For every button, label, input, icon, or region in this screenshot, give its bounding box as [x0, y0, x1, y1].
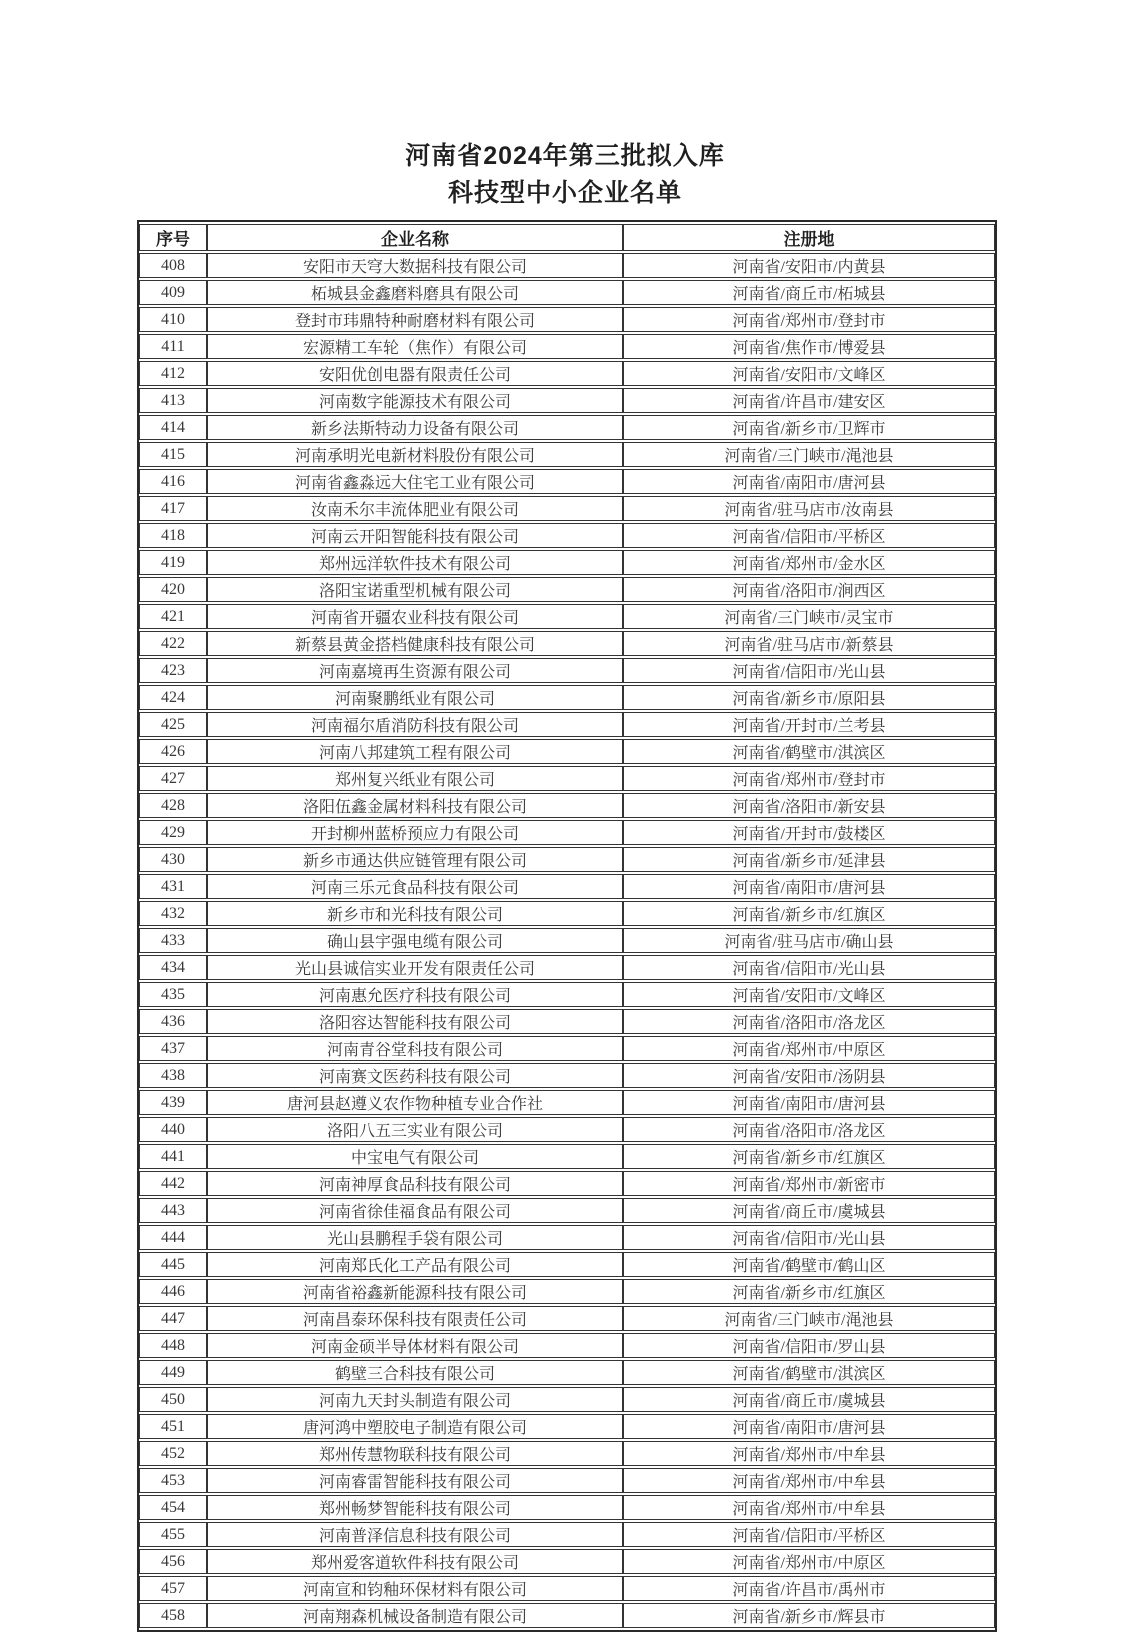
cell-serial-number: 454 — [139, 1495, 207, 1520]
cell-serial-number: 427 — [139, 766, 207, 791]
cell-serial-number: 447 — [139, 1306, 207, 1331]
cell-registration-place: 河南省/鹤壁市/淇滨区 — [623, 739, 995, 764]
cell-serial-number: 456 — [139, 1549, 207, 1574]
cell-registration-place: 河南省/三门峡市/渑池县 — [623, 1306, 995, 1331]
table-row — [139, 1090, 995, 1115]
cell-company-name: 河南嘉境再生资源有限公司 — [207, 658, 623, 683]
cell-serial-number: 415 — [139, 442, 207, 467]
cell-serial-number: 414 — [139, 415, 207, 440]
cell-serial-number: 435 — [139, 982, 207, 1007]
cell-serial-number: 436 — [139, 1009, 207, 1034]
cell-registration-place: 河南省/郑州市/中原区 — [623, 1549, 995, 1574]
table-row — [139, 820, 995, 845]
header-serial-number: 序号 — [139, 224, 207, 251]
cell-company-name: 新蔡县黄金搭档健康科技有限公司 — [207, 631, 623, 656]
cell-company-name: 安阳市天穹大数据科技有限公司 — [207, 253, 623, 278]
cell-company-name: 洛阳容达智能科技有限公司 — [207, 1009, 623, 1034]
table-row — [139, 1198, 995, 1223]
cell-serial-number: 431 — [139, 874, 207, 899]
cell-registration-place: 河南省/新乡市/红旗区 — [623, 901, 995, 926]
table-row — [139, 361, 995, 386]
cell-registration-place: 河南省/洛阳市/洛龙区 — [623, 1009, 995, 1034]
cell-registration-place: 河南省/新乡市/红旗区 — [623, 1279, 995, 1304]
cell-serial-number: 413 — [139, 388, 207, 413]
cell-company-name: 光山县鹏程手袋有限公司 — [207, 1225, 623, 1250]
cell-company-name: 唐河鸿中塑胶电子制造有限公司 — [207, 1414, 623, 1439]
cell-registration-place: 河南省/洛阳市/涧西区 — [623, 577, 995, 602]
cell-registration-place: 河南省/三门峡市/渑池县 — [623, 442, 995, 467]
table-row — [139, 496, 995, 521]
cell-registration-place: 河南省/郑州市/金水区 — [623, 550, 995, 575]
header-registration-place: 注册地 — [623, 224, 995, 251]
table-row — [139, 1252, 995, 1277]
cell-company-name: 河南宣和钧釉环保材料有限公司 — [207, 1576, 623, 1601]
cell-registration-place: 河南省/三门峡市/灵宝市 — [623, 604, 995, 629]
cell-registration-place: 河南省/郑州市/登封市 — [623, 766, 995, 791]
cell-registration-place: 河南省/郑州市/中牟县 — [623, 1495, 995, 1520]
cell-company-name: 河南省鑫淼远大住宅工业有限公司 — [207, 469, 623, 494]
cell-serial-number: 425 — [139, 712, 207, 737]
cell-registration-place: 河南省/南阳市/唐河县 — [623, 1414, 995, 1439]
cell-company-name: 新乡市通达供应链管理有限公司 — [207, 847, 623, 872]
cell-serial-number: 428 — [139, 793, 207, 818]
cell-registration-place: 河南省/鹤壁市/鹤山区 — [623, 1252, 995, 1277]
cell-registration-place: 河南省/商丘市/柘城县 — [623, 280, 995, 305]
cell-serial-number: 455 — [139, 1522, 207, 1547]
cell-serial-number: 409 — [139, 280, 207, 305]
cell-company-name: 河南翔森机械设备制造有限公司 — [207, 1603, 623, 1628]
header-company-name: 企业名称 — [207, 224, 623, 251]
cell-serial-number: 429 — [139, 820, 207, 845]
table-row — [139, 1063, 995, 1088]
table-row — [139, 550, 995, 575]
cell-registration-place: 河南省/鹤壁市/淇滨区 — [623, 1360, 995, 1385]
cell-serial-number: 443 — [139, 1198, 207, 1223]
cell-registration-place: 河南省/新乡市/延津县 — [623, 847, 995, 872]
cell-registration-place: 河南省/信阳市/平桥区 — [623, 1522, 995, 1547]
cell-registration-place: 河南省/新乡市/卫辉市 — [623, 415, 995, 440]
cell-company-name: 河南省徐佳福食品有限公司 — [207, 1198, 623, 1223]
cell-serial-number: 434 — [139, 955, 207, 980]
cell-registration-place: 河南省/信阳市/平桥区 — [623, 523, 995, 548]
table-row — [139, 631, 995, 656]
cell-registration-place: 河南省/郑州市/中牟县 — [623, 1468, 995, 1493]
cell-serial-number: 419 — [139, 550, 207, 575]
cell-registration-place: 河南省/安阳市/内黄县 — [623, 253, 995, 278]
cell-registration-place: 河南省/洛阳市/洛龙区 — [623, 1117, 995, 1142]
cell-company-name: 河南惠允医疗科技有限公司 — [207, 982, 623, 1007]
cell-company-name: 河南神厚食品科技有限公司 — [207, 1171, 623, 1196]
table-row — [139, 1306, 995, 1331]
cell-company-name: 登封市玮鼎特种耐磨材料有限公司 — [207, 307, 623, 332]
document-title-line2: 科技型中小企业名单 — [447, 179, 682, 207]
cell-company-name: 河南数字能源技术有限公司 — [207, 388, 623, 413]
cell-serial-number: 422 — [139, 631, 207, 656]
table-row — [139, 523, 995, 548]
cell-company-name: 河南金硕半导体材料有限公司 — [207, 1333, 623, 1358]
cell-serial-number: 432 — [139, 901, 207, 926]
table-row — [139, 1333, 995, 1358]
cell-serial-number: 424 — [139, 685, 207, 710]
table-row — [139, 1009, 995, 1034]
table-row — [139, 955, 995, 980]
cell-company-name: 光山县诚信实业开发有限责任公司 — [207, 955, 623, 980]
cell-serial-number: 437 — [139, 1036, 207, 1061]
cell-company-name: 郑州畅梦智能科技有限公司 — [207, 1495, 623, 1520]
cell-registration-place: 河南省/安阳市/文峰区 — [623, 361, 995, 386]
cell-company-name: 河南睿雷智能科技有限公司 — [207, 1468, 623, 1493]
table-row — [139, 1144, 995, 1169]
cell-serial-number: 426 — [139, 739, 207, 764]
cell-registration-place: 河南省/焦作市/博爱县 — [623, 334, 995, 359]
cell-serial-number: 453 — [139, 1468, 207, 1493]
cell-serial-number: 438 — [139, 1063, 207, 1088]
table-row — [139, 1495, 995, 1520]
cell-serial-number: 450 — [139, 1387, 207, 1412]
cell-serial-number: 420 — [139, 577, 207, 602]
cell-registration-place: 河南省/新乡市/红旗区 — [623, 1144, 995, 1169]
cell-serial-number: 418 — [139, 523, 207, 548]
cell-company-name: 河南青谷堂科技有限公司 — [207, 1036, 623, 1061]
cell-company-name: 河南九天封头制造有限公司 — [207, 1387, 623, 1412]
cell-registration-place: 河南省/开封市/兰考县 — [623, 712, 995, 737]
cell-company-name: 郑州爱客道软件科技有限公司 — [207, 1549, 623, 1574]
document-title — [137, 0, 993, 212]
cell-company-name: 宏源精工车轮（焦作）有限公司 — [207, 334, 623, 359]
cell-registration-place: 河南省/驻马店市/新蔡县 — [623, 631, 995, 656]
table-row — [139, 334, 995, 359]
cell-company-name: 河南福尔盾消防科技有限公司 — [207, 712, 623, 737]
cell-company-name: 河南三乐元食品科技有限公司 — [207, 874, 623, 899]
cell-serial-number: 417 — [139, 496, 207, 521]
table-row — [139, 604, 995, 629]
cell-serial-number: 440 — [139, 1117, 207, 1142]
table-row — [139, 1576, 995, 1601]
cell-serial-number: 444 — [139, 1225, 207, 1250]
cell-company-name: 郑州远洋软件技术有限公司 — [207, 550, 623, 575]
cell-serial-number: 452 — [139, 1441, 207, 1466]
cell-company-name: 汝南禾尔丰流体肥业有限公司 — [207, 496, 623, 521]
table-row — [139, 1522, 995, 1547]
cell-registration-place: 河南省/许昌市/禹州市 — [623, 1576, 995, 1601]
table-row — [139, 469, 995, 494]
cell-registration-place: 河南省/信阳市/光山县 — [623, 1225, 995, 1250]
cell-serial-number: 411 — [139, 334, 207, 359]
cell-registration-place: 河南省/安阳市/文峰区 — [623, 982, 995, 1007]
table-row — [139, 901, 995, 926]
table-row — [139, 1441, 995, 1466]
table-row — [139, 1387, 995, 1412]
cell-company-name: 新乡市和光科技有限公司 — [207, 901, 623, 926]
table-row — [139, 982, 995, 1007]
cell-serial-number: 433 — [139, 928, 207, 953]
cell-registration-place: 河南省/安阳市/汤阴县 — [623, 1063, 995, 1088]
cell-registration-place: 河南省/开封市/鼓楼区 — [623, 820, 995, 845]
cell-serial-number: 457 — [139, 1576, 207, 1601]
cell-company-name: 河南昌泰环保科技有限责任公司 — [207, 1306, 623, 1331]
cell-company-name: 河南赛文医药科技有限公司 — [207, 1063, 623, 1088]
cell-registration-place: 河南省/信阳市/光山县 — [623, 658, 995, 683]
table-row — [139, 928, 995, 953]
cell-company-name: 河南郑氏化工产品有限公司 — [207, 1252, 623, 1277]
cell-company-name: 河南承明光电新材料股份有限公司 — [207, 442, 623, 467]
cell-serial-number: 441 — [139, 1144, 207, 1169]
cell-company-name: 唐河县赵遵义农作物种植专业合作社 — [207, 1090, 623, 1115]
table-row — [139, 1549, 995, 1574]
cell-serial-number: 412 — [139, 361, 207, 386]
cell-serial-number: 408 — [139, 253, 207, 278]
cell-registration-place: 河南省/商丘市/虞城县 — [623, 1387, 995, 1412]
table-row — [139, 415, 995, 440]
cell-registration-place: 河南省/南阳市/唐河县 — [623, 469, 995, 494]
table-row — [139, 1225, 995, 1250]
table-row — [139, 1171, 995, 1196]
cell-registration-place: 河南省/洛阳市/新安县 — [623, 793, 995, 818]
document-title-line1: 河南省2024年第三批拟入库 — [405, 142, 725, 170]
cell-serial-number: 458 — [139, 1603, 207, 1628]
cell-serial-number: 421 — [139, 604, 207, 629]
cell-registration-place: 河南省/信阳市/罗山县 — [623, 1333, 995, 1358]
cell-company-name: 河南云开阳智能科技有限公司 — [207, 523, 623, 548]
cell-company-name: 河南普泽信息科技有限公司 — [207, 1522, 623, 1547]
cell-serial-number: 416 — [139, 469, 207, 494]
cell-company-name: 河南省开疆农业科技有限公司 — [207, 604, 623, 629]
table-row — [139, 280, 995, 305]
table-row — [139, 847, 995, 872]
cell-registration-place: 河南省/新乡市/原阳县 — [623, 685, 995, 710]
cell-registration-place: 河南省/许昌市/建安区 — [623, 388, 995, 413]
cell-registration-place: 河南省/郑州市/登封市 — [623, 307, 995, 332]
cell-company-name: 河南八邦建筑工程有限公司 — [207, 739, 623, 764]
cell-company-name: 鹤壁三合科技有限公司 — [207, 1360, 623, 1385]
cell-registration-place: 河南省/信阳市/光山县 — [623, 955, 995, 980]
table-row — [139, 1414, 995, 1439]
table-row — [139, 1279, 995, 1304]
table-row — [139, 1360, 995, 1385]
cell-company-name: 郑州复兴纸业有限公司 — [207, 766, 623, 791]
table-row — [139, 874, 995, 899]
cell-registration-place: 河南省/新乡市/辉县市 — [623, 1603, 995, 1628]
cell-serial-number: 445 — [139, 1252, 207, 1277]
cell-company-name: 河南省裕鑫新能源科技有限公司 — [207, 1279, 623, 1304]
cell-company-name: 开封柳州蓝桥预应力有限公司 — [207, 820, 623, 845]
cell-company-name: 郑州传慧物联科技有限公司 — [207, 1441, 623, 1466]
table-header-row — [139, 224, 995, 251]
table-row — [139, 766, 995, 791]
cell-registration-place: 河南省/郑州市/新密市 — [623, 1171, 995, 1196]
cell-company-name: 新乡法斯特动力设备有限公司 — [207, 415, 623, 440]
table-row — [139, 388, 995, 413]
table-row — [139, 793, 995, 818]
cell-company-name: 河南聚鹏纸业有限公司 — [207, 685, 623, 710]
cell-company-name: 确山县宇强电缆有限公司 — [207, 928, 623, 953]
cell-registration-place: 河南省/驻马店市/确山县 — [623, 928, 995, 953]
cell-company-name: 洛阳八五三实业有限公司 — [207, 1117, 623, 1142]
table-row — [139, 685, 995, 710]
cell-company-name: 洛阳伍鑫金属材料科技有限公司 — [207, 793, 623, 818]
cell-company-name: 洛阳宝诺重型机械有限公司 — [207, 577, 623, 602]
cell-registration-place: 河南省/商丘市/虞城县 — [623, 1198, 995, 1223]
cell-company-name: 中宝电气有限公司 — [207, 1144, 623, 1169]
table-row — [139, 739, 995, 764]
table-row — [139, 307, 995, 332]
cell-serial-number: 449 — [139, 1360, 207, 1385]
cell-serial-number: 442 — [139, 1171, 207, 1196]
table-row — [139, 1117, 995, 1142]
cell-registration-place: 河南省/郑州市/中原区 — [623, 1036, 995, 1061]
cell-serial-number: 430 — [139, 847, 207, 872]
table-row — [139, 658, 995, 683]
table-row — [139, 712, 995, 737]
cell-serial-number: 448 — [139, 1333, 207, 1358]
table-row — [139, 253, 995, 278]
cell-serial-number: 446 — [139, 1279, 207, 1304]
cell-registration-place: 河南省/郑州市/中牟县 — [623, 1441, 995, 1466]
table-row — [139, 442, 995, 467]
cell-company-name: 柘城县金鑫磨料磨具有限公司 — [207, 280, 623, 305]
cell-serial-number: 410 — [139, 307, 207, 332]
cell-serial-number: 439 — [139, 1090, 207, 1115]
cell-registration-place: 河南省/驻马店市/汝南县 — [623, 496, 995, 521]
cell-serial-number: 423 — [139, 658, 207, 683]
table-row — [139, 1603, 995, 1628]
table-row — [139, 1468, 995, 1493]
cell-company-name: 安阳优创电器有限责任公司 — [207, 361, 623, 386]
table-row — [139, 1036, 995, 1061]
cell-registration-place: 河南省/南阳市/唐河县 — [623, 874, 995, 899]
table-row — [139, 577, 995, 602]
cell-registration-place: 河南省/南阳市/唐河县 — [623, 1090, 995, 1115]
company-table — [137, 220, 997, 1632]
cell-serial-number: 451 — [139, 1414, 207, 1439]
